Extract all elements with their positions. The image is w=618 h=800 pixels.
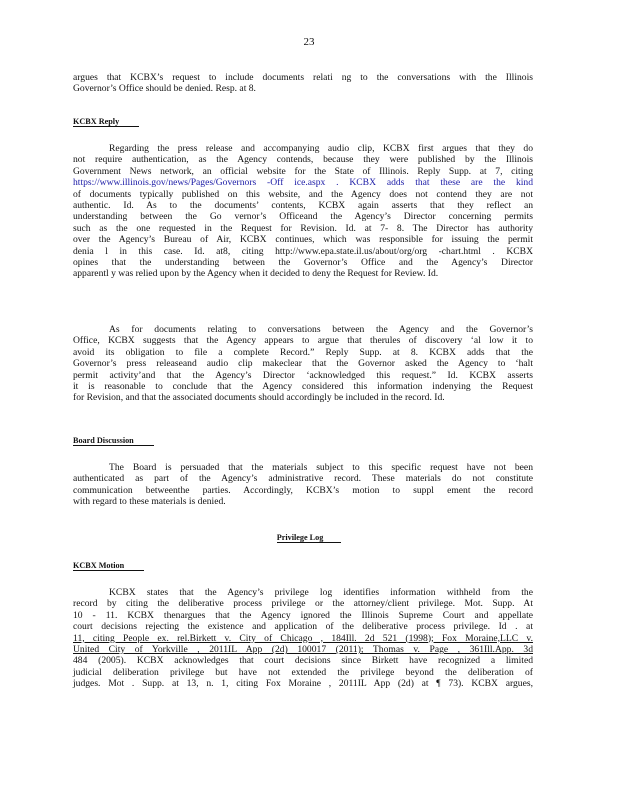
section-heading-kcbx-motion: KCBX Motion xyxy=(73,561,144,571)
text-line: judicial deliberation privilege but have not extended the privilege beyond the deliberation of xyxy=(73,666,533,678)
section-heading-privilege-log: Privilege Log xyxy=(0,533,618,543)
section-heading-kcbx-reply: KCBX Reply xyxy=(73,117,139,127)
text-line: understanding between the Go vernor’s Officeand the Agency’s Director concerning permits xyxy=(73,211,533,223)
section-heading-board-discussion: Board Discussion xyxy=(73,436,154,446)
text-line: Governor’s press releaseand audio clip makeclear that the Governor asked the Agency to ‘halt xyxy=(73,358,533,370)
text-line: court decisions rejecting the existence and application of the deliberative process privilege. Id . at xyxy=(73,621,533,633)
text-line: Governor’s Office should be denied. Resp. at 8. xyxy=(73,83,256,95)
text-line: Government News network, an official website for the State of Illinois. Reply Supp. at 7, citing xyxy=(73,165,533,177)
text-line: As for documents relating to conversations between the Agency and the Governor’s xyxy=(109,324,533,335)
text-line: Regarding the press release and accompanying audio clip, KCBX first argues that they do xyxy=(109,143,533,154)
text-line-link-epa-org-chart[interactable]: denia l in this case. Id. at8, citing http://www.epa.state.il.us/about/org/org -chart.html . KCBX xyxy=(73,245,533,257)
text-line: KCBX states that the Agency’s privilege log identifies information withheld from the xyxy=(109,587,533,598)
text-line: 484 (2005). KCBX acknowledges that court decisions since Birkett have recognized a limited xyxy=(73,655,533,667)
paragraph-privilege-log xyxy=(73,587,533,690)
paragraph-governor-conversations xyxy=(73,324,533,404)
text-line: 10 - 11. KCBX thenargues that the Agency ignored the Illinois Supreme Court and appellate xyxy=(73,609,533,621)
text-line: United City of Yorkville , 2011IL App (2d) 100017 (2011); Thomas v. Page , 361Ill.App. 3d xyxy=(73,644,533,656)
text-line: permit activity’and that the Agency’s Director ‘acknowledged this request.” Id. KCBX asserts xyxy=(73,369,533,381)
paragraph-agency-response xyxy=(73,72,533,95)
text-line: record by citing the deliberative process privilege or the attorney/client privilege. Mot. Supp. At xyxy=(73,598,533,610)
text-line: Office, KCBX suggests that the Agency appears to argue that therules of discovery ‘al low it to xyxy=(73,335,533,347)
paragraph-board-decision xyxy=(73,462,533,508)
text-line: such as the one requested in the Request for Revision. Id. at 7- 8. The Director has authority xyxy=(73,222,533,234)
text-line: over the Agency’s Bureau of Air, KCBX continues, which was responsible for issuing the permit xyxy=(73,234,533,246)
text-line: for Revision, and that the associated documents should accordingly be included in the record. Id. xyxy=(73,392,445,404)
text-line: judges. Mot . Supp. at 13, n. 1, citing Fox Moraine , 2011IL App (2d) at ¶ 73). KCBX argues, xyxy=(73,678,533,690)
text-line: argues that KCBX’s request to include documents relati ng to the conversations with the Illinois xyxy=(73,72,533,83)
text-line: it is reasonable to conclude that the Agency considered this information indenying the Request xyxy=(73,381,533,393)
text-line: apparentl y was relied upon by the Agency when it decided to deny the Request for Review. Id. xyxy=(73,268,439,280)
text-line: of documents typically published on this website, and the Agency does not contend they are not xyxy=(73,188,533,200)
text-line: authentic. Id. As to the documents’ contents, KCBX again asserts that they reflect an xyxy=(73,200,533,212)
text-line: authenticated as part of the Agency’s administrative record. These materials do not constitute xyxy=(73,473,533,485)
text-line: avoid its obligation to file a complete Record.” Reply Supp. at 8. KCBX adds that the xyxy=(73,346,533,358)
text-line: opines that the understanding between the Governor’s Office and the Agency’s Director xyxy=(73,257,533,269)
text-line: communication betweenthe parties. Accordingly, KCBX’s motion to suppl ement the record xyxy=(73,484,533,496)
text-line: not require authentication, as the Agency contends, because they were published by the Illinois xyxy=(73,154,533,166)
text-line-link-governor-news[interactable]: https://www.illinois.gov/news/Pages/Governors -Off ice.aspx . KCBX adds that these are the kind xyxy=(73,177,533,189)
page-number: 23 xyxy=(303,36,315,48)
text-line: with regard to these materials is denied. xyxy=(73,496,226,508)
paragraph-press-release xyxy=(73,143,533,280)
text-line: 11, citing People ex. rel.Birkett v. City of Chicago , 184Ill. 2d 521 (1998); Fox Moraine,LLC v. xyxy=(73,632,533,644)
text-line: The Board is persuaded that the materials subject to this specific request have not been xyxy=(109,462,533,473)
